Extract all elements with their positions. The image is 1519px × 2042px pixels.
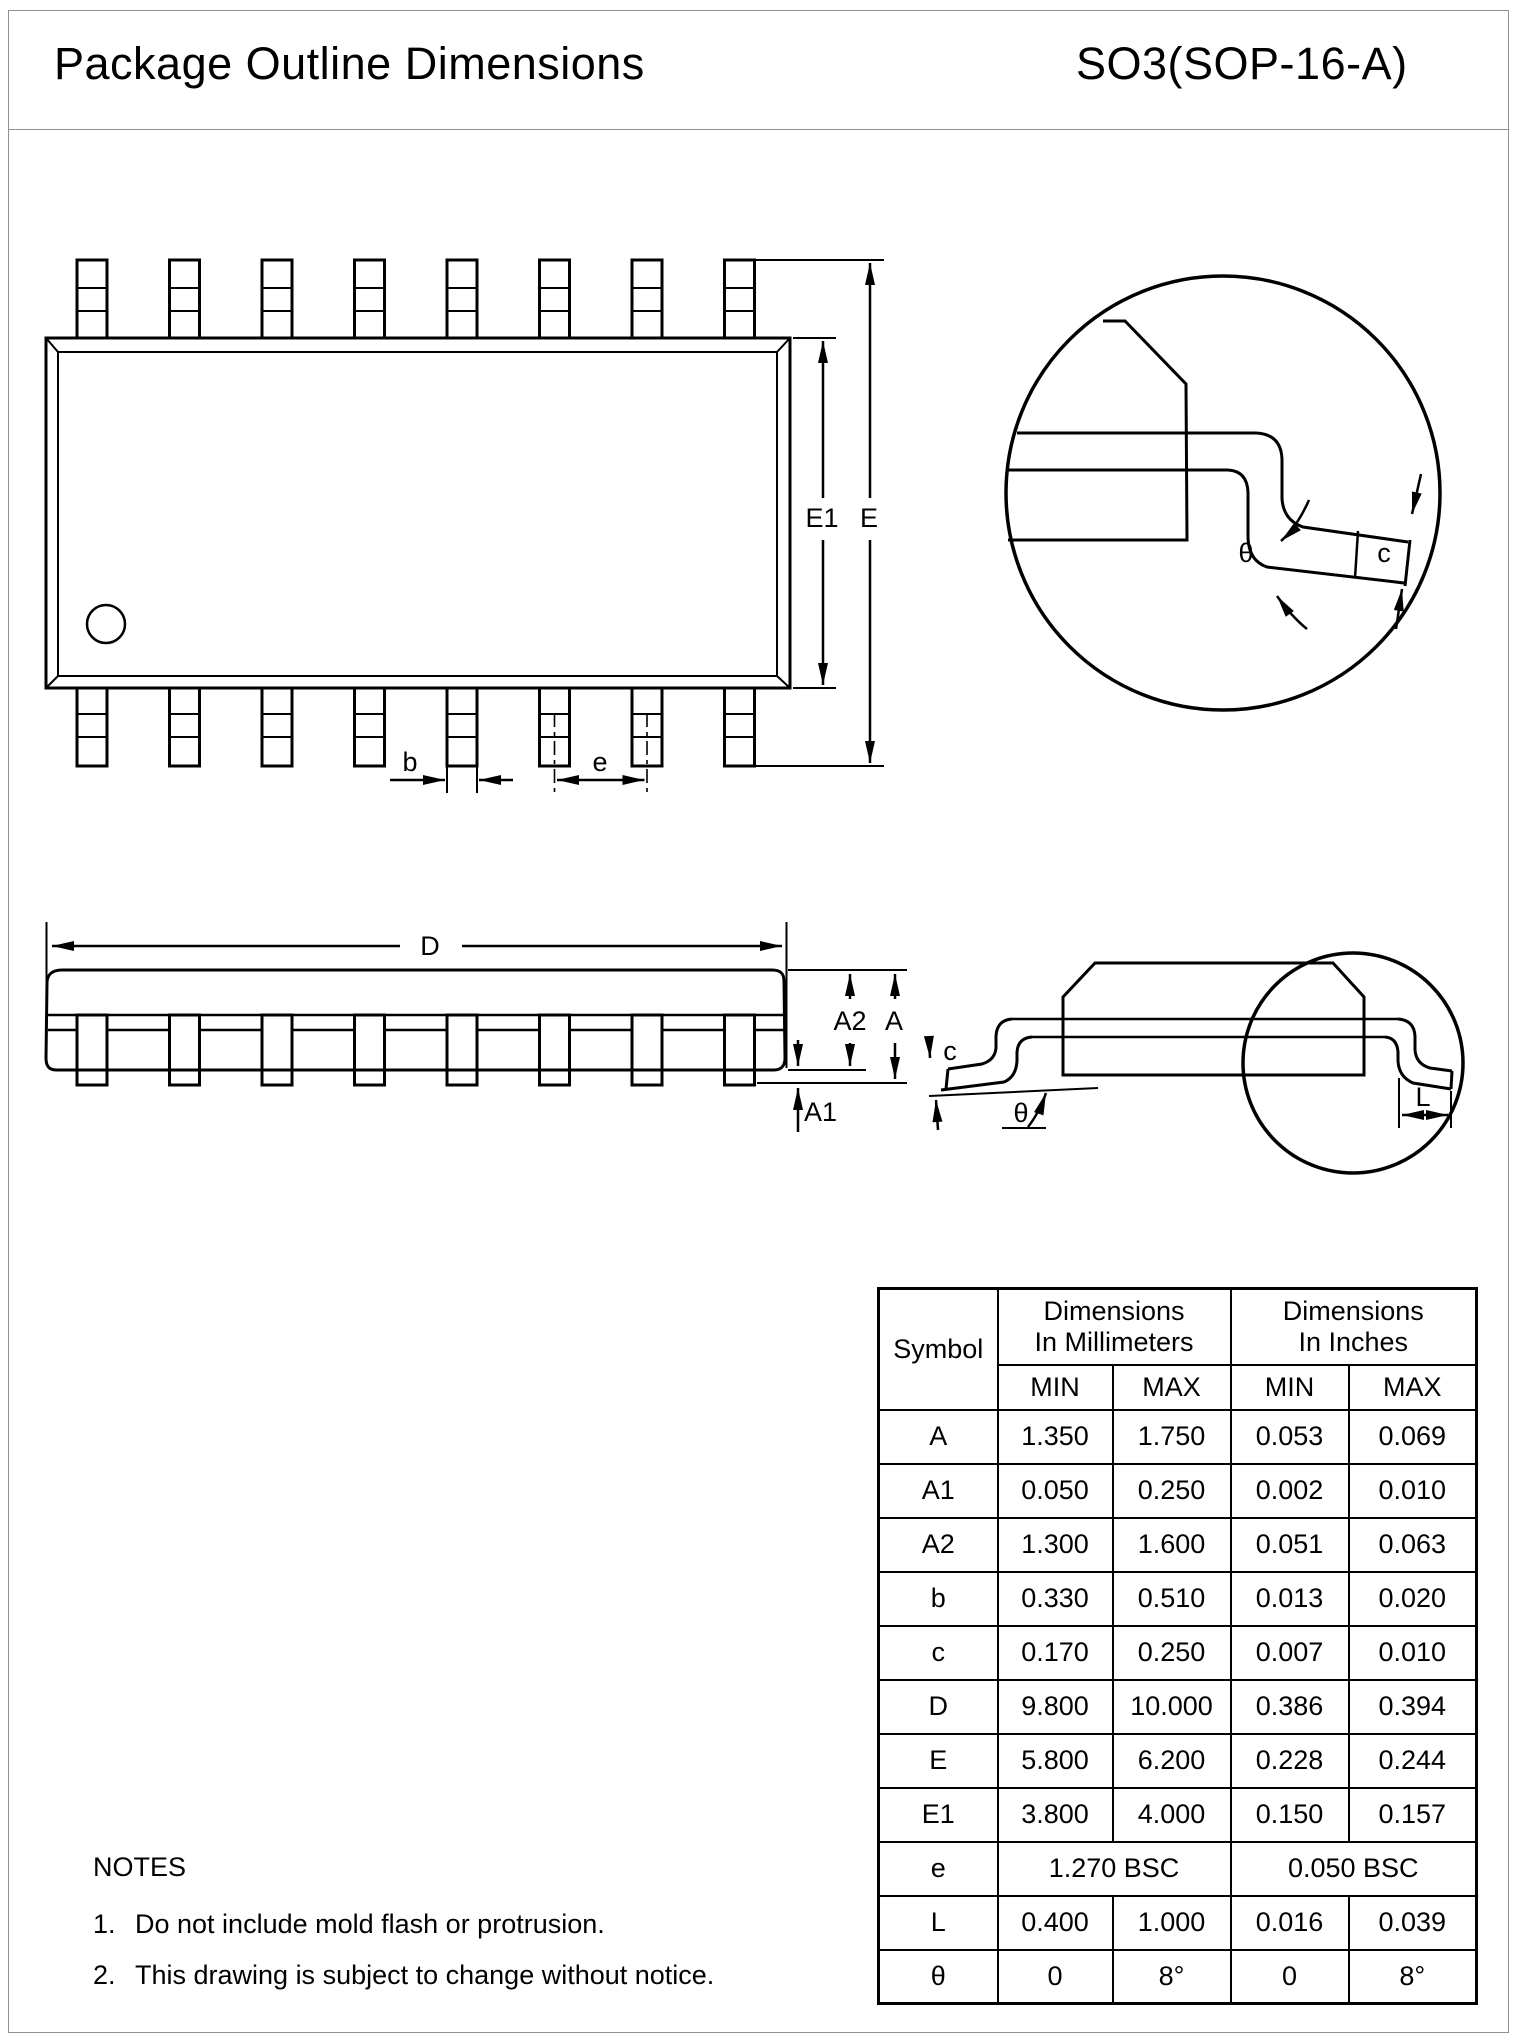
value-cell: 0.063 <box>1349 1518 1477 1572</box>
inch-min-header: MIN <box>1231 1365 1349 1410</box>
symbol-cell: A1 <box>879 1464 998 1518</box>
inch-header-cell <box>1231 1289 1477 1365</box>
value-cell: 0.051 <box>1231 1518 1349 1572</box>
symbol-cell: b <box>879 1572 998 1626</box>
table-row <box>879 1680 1477 1734</box>
page-title: Package Outline Dimensions <box>54 38 645 89</box>
mm-header-line2: In Millimeters <box>1034 1326 1194 1357</box>
value-cell: 1.750 <box>1113 1410 1231 1464</box>
pin <box>170 1015 200 1085</box>
right-lead-upper <box>1398 1019 1452 1071</box>
value-cell: 3.800 <box>998 1788 1113 1842</box>
table-row <box>879 1896 1477 1950</box>
mm-max-header: MAX <box>1113 1365 1231 1410</box>
symbol-cell: E1 <box>879 1788 998 1842</box>
symbol-header-cell: Symbol <box>879 1289 998 1410</box>
value-cell: 0.250 <box>1113 1626 1231 1680</box>
side-body-outline <box>46 970 785 1070</box>
pin <box>77 260 107 338</box>
pin <box>355 688 385 766</box>
note-item <box>93 1909 714 1940</box>
value-cell: 0.244 <box>1349 1734 1477 1788</box>
pin <box>262 688 292 766</box>
value-cell: 8° <box>1113 1950 1231 2004</box>
dim-label-E: E <box>859 503 879 533</box>
pin <box>632 1015 662 1085</box>
value-cell: 1.000 <box>1113 1896 1231 1950</box>
dim-label-E1: E1 <box>805 503 839 533</box>
body-corner-outline <box>1008 321 1187 540</box>
notes-section <box>93 1852 714 1991</box>
symbol-cell: A <box>879 1410 998 1464</box>
end-view <box>929 953 1463 1173</box>
dim-E1 <box>793 338 839 688</box>
package-code: SO3(SOP-16-A) <box>1076 38 1408 89</box>
dim-label-A2: A2 <box>833 1006 867 1036</box>
dim-b <box>390 747 513 780</box>
pin <box>77 688 107 766</box>
mm-min-header: MIN <box>998 1365 1113 1410</box>
value-cell: 6.200 <box>1113 1734 1231 1788</box>
pin <box>540 1015 570 1085</box>
note-text: Do not include mold flash or protrusion. <box>135 1909 605 1939</box>
dim-label-theta-detail: θ <box>1238 538 1254 568</box>
value-cell: 0.020 <box>1349 1572 1477 1626</box>
table-row <box>879 1464 1477 1518</box>
table-row <box>879 1518 1477 1572</box>
dim-A1 <box>798 1040 837 1132</box>
value-cell: 0.394 <box>1349 1680 1477 1734</box>
value-cell: 0.228 <box>1231 1734 1349 1788</box>
inch-max-header: MAX <box>1349 1365 1477 1410</box>
dim-label-c-detail: c <box>1377 538 1391 568</box>
value-cell: 0.250 <box>1113 1464 1231 1518</box>
table-row <box>879 1572 1477 1626</box>
dim-D <box>47 922 787 1068</box>
pin <box>262 260 292 338</box>
note-text: This drawing is subject to change without notice. <box>135 1960 715 1990</box>
value-cell: 1.350 <box>998 1410 1113 1464</box>
value-cell: 8° <box>1349 1950 1477 2004</box>
pin <box>77 1015 107 1085</box>
symbol-cell: e <box>879 1842 998 1896</box>
table-row <box>879 1410 1477 1464</box>
pin <box>355 1015 385 1085</box>
value-cell: 0.330 <box>998 1572 1113 1626</box>
value-cell-span: 0.050 BSC <box>1231 1842 1477 1896</box>
inch-header-line2: In Inches <box>1298 1326 1409 1357</box>
value-cell: 0.053 <box>1231 1410 1349 1464</box>
symbol-cell: c <box>879 1626 998 1680</box>
symbol-cell: E <box>879 1734 998 1788</box>
pin <box>725 688 755 766</box>
pin <box>725 260 755 338</box>
dim-L <box>1399 1078 1451 1128</box>
value-cell: 0.010 <box>1349 1626 1477 1680</box>
value-cell: 0.013 <box>1231 1572 1349 1626</box>
note-item <box>93 1960 714 1991</box>
value-cell: 0.002 <box>1231 1464 1349 1518</box>
lead-detail-circle <box>1006 276 1440 710</box>
value-cell-span: 1.270 BSC <box>998 1842 1231 1896</box>
pin <box>447 260 477 338</box>
value-cell: 0.069 <box>1349 1410 1477 1464</box>
dim-label-e: e <box>592 747 608 777</box>
value-cell: 1.600 <box>1113 1518 1231 1572</box>
inch-header-line1: Dimensions <box>1282 1295 1424 1326</box>
symbol-cell: θ <box>879 1950 998 2004</box>
value-cell: 0.007 <box>1231 1626 1349 1680</box>
value-cell: 0.157 <box>1349 1788 1477 1842</box>
notes-heading: NOTES <box>93 1852 187 1882</box>
dim-A <box>757 974 907 1083</box>
value-cell: 0 <box>1231 1950 1349 2004</box>
pin <box>447 1015 477 1085</box>
table-row <box>879 1626 1477 1680</box>
dim-label-c: c <box>943 1036 957 1066</box>
pin <box>447 688 477 766</box>
value-cell: 0.039 <box>1349 1896 1477 1950</box>
value-cell: 1.300 <box>998 1518 1113 1572</box>
table-header-row <box>879 1289 1477 1365</box>
lead-upper-curve <box>1256 433 1408 542</box>
symbol-cell: A2 <box>879 1518 998 1572</box>
pin <box>632 260 662 338</box>
side-view <box>46 922 907 1132</box>
value-cell: 0.170 <box>998 1626 1113 1680</box>
value-cell: 0.400 <box>998 1896 1113 1950</box>
note-number: 2. <box>93 1960 116 1990</box>
value-cell: 10.000 <box>1113 1680 1231 1734</box>
body-inner-outline <box>58 352 777 676</box>
pin <box>262 1015 292 1085</box>
dim-label-L: L <box>1415 1082 1431 1112</box>
value-cell: 0.510 <box>1113 1572 1231 1626</box>
mm-header-line1: Dimensions <box>1043 1295 1185 1326</box>
symbol-cell: L <box>879 1896 998 1950</box>
dim-label-D: D <box>420 931 440 961</box>
value-cell: 0.050 <box>998 1464 1113 1518</box>
symbol-cell: D <box>879 1680 998 1734</box>
dim-label-A1: A1 <box>804 1097 838 1127</box>
value-cell: 0.386 <box>1231 1680 1349 1734</box>
body-outer-outline <box>46 338 790 688</box>
pin1-indicator <box>87 605 125 643</box>
value-cell: 5.800 <box>998 1734 1113 1788</box>
left-lead-upper <box>948 1019 1012 1069</box>
table-row <box>879 1950 1477 2004</box>
pin <box>355 260 385 338</box>
dim-label-A: A <box>884 1006 904 1036</box>
pin <box>540 260 570 338</box>
value-cell: 4.000 <box>1113 1788 1231 1842</box>
pin <box>725 1015 755 1085</box>
dim-label-b: b <box>402 747 418 777</box>
dim-c <box>929 1036 957 1130</box>
value-cell: 0.016 <box>1231 1896 1349 1950</box>
table-row <box>879 1734 1477 1788</box>
pin <box>170 688 200 766</box>
value-cell: 0.010 <box>1349 1464 1477 1518</box>
table-row <box>879 1842 1477 1896</box>
value-cell: 0.150 <box>1231 1788 1349 1842</box>
pin <box>170 260 200 338</box>
dimensions-table <box>877 1287 1478 2005</box>
dim-label-theta: θ <box>1013 1098 1029 1128</box>
value-cell: 0 <box>998 1950 1113 2004</box>
dim-theta <box>1002 1093 1046 1128</box>
top-view <box>46 260 884 793</box>
mm-header-cell <box>998 1289 1231 1365</box>
table-row <box>879 1788 1477 1842</box>
note-number: 1. <box>93 1909 116 1939</box>
value-cell: 9.800 <box>998 1680 1113 1734</box>
